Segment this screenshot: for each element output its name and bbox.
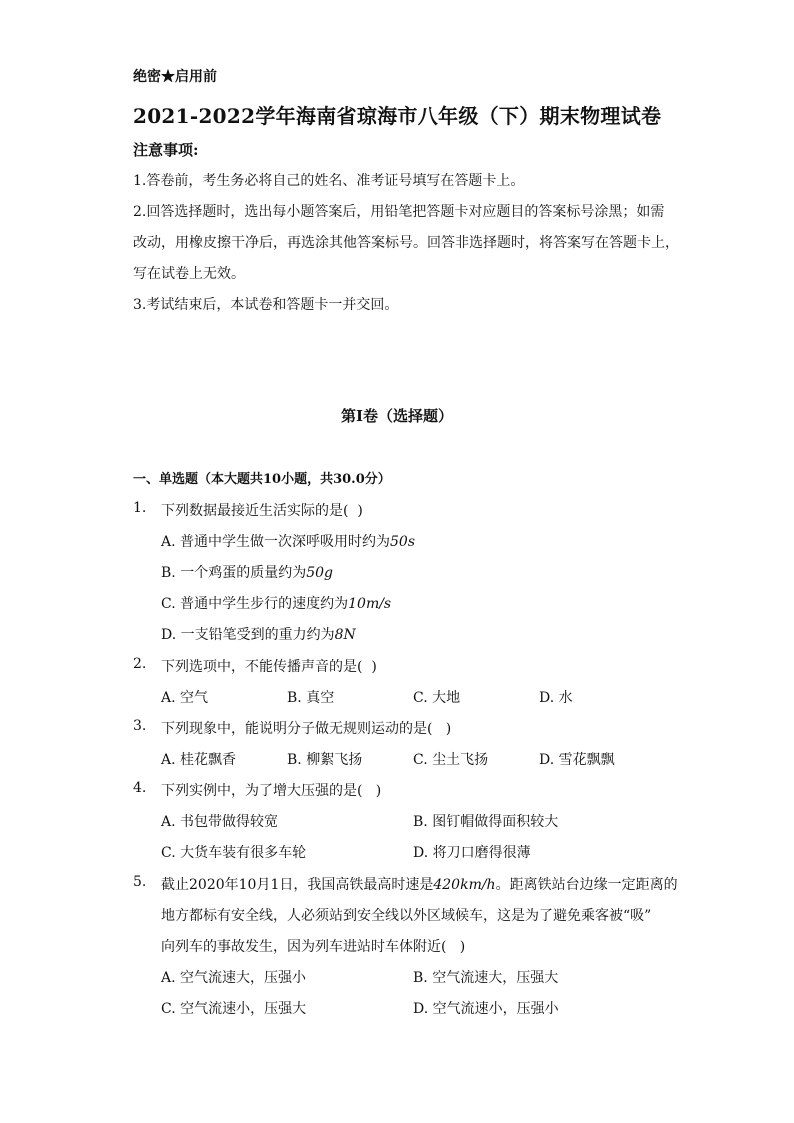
option-text: 普通中学生步行的速度约为	[180, 596, 349, 612]
option-text: 柳絮飞扬	[306, 752, 363, 768]
question-stem-line: 地方都标有安全线，人必须站到安全线以外区域候车，这是为了避免乘客被“吸”	[161, 908, 652, 924]
option-text: 空气流速大，压强小	[180, 970, 307, 986]
option	[161, 998, 306, 1018]
option-letter: C.	[413, 690, 428, 706]
option-letter: A.	[161, 534, 176, 550]
option-math: 50g	[306, 565, 333, 581]
option-text: 水	[558, 690, 573, 706]
option	[161, 531, 415, 551]
option-letter: B.	[413, 970, 428, 986]
option	[413, 998, 559, 1018]
option	[161, 593, 391, 613]
option	[161, 624, 356, 644]
option	[161, 811, 278, 831]
option-text: 空气流速大，压强大	[432, 970, 559, 986]
option	[161, 562, 333, 582]
option	[539, 749, 615, 769]
option-text: 图钉帽做得面积较大	[432, 814, 559, 830]
option-letter: C.	[161, 596, 176, 612]
question-stem: 下列现象中，能说明分子做无规则运动的是( )	[161, 721, 452, 737]
question-stem: 下列选项中，不能传播声音的是( )	[161, 659, 377, 675]
option-text: 大地	[432, 690, 461, 706]
secret-mark: 绝密★启用前	[133, 69, 217, 85]
option	[161, 687, 208, 707]
option-text: 一支铅笔受到的重力约为	[180, 627, 335, 643]
stem-math: 420km/h	[433, 877, 496, 893]
option-text: 空气流速小，压强大	[180, 1001, 307, 1017]
option-letter: D.	[161, 627, 177, 643]
question-stem-line: 向列车的事故发生，因为列车进站时车体附近( )	[161, 939, 466, 955]
option-letter: A.	[161, 970, 176, 986]
question-number: 3.	[133, 718, 147, 734]
option-letter: A.	[161, 814, 176, 830]
option-math: 8N	[334, 627, 356, 643]
option	[539, 687, 573, 707]
option-text: 普通中学生做一次深呼吸用时约为	[180, 534, 391, 550]
option-letter: B.	[287, 752, 302, 768]
question-number: 2.	[133, 656, 147, 672]
option	[413, 811, 558, 831]
option-letter: C.	[161, 845, 176, 861]
option-math: 50s	[390, 534, 416, 550]
option-text: 一个鸡蛋的质量约为	[180, 565, 307, 581]
option	[413, 842, 531, 862]
question-stem: 下列实例中，为了增大压强的是( )	[161, 783, 382, 799]
option	[161, 967, 306, 987]
option	[413, 749, 488, 769]
option-text: 将刀口磨得很薄	[432, 845, 531, 861]
question-stem-line	[161, 874, 678, 894]
page-title: 2021-2022学年海南省琼海市八年级（下）期末物理试卷	[133, 104, 662, 128]
option-letter: A.	[161, 752, 176, 768]
option-text: 尘土飞扬	[432, 752, 489, 768]
option-text: 雪花飘飘	[558, 752, 615, 768]
option-letter: B.	[161, 565, 176, 581]
question-number: 4.	[133, 780, 147, 796]
option	[413, 967, 558, 987]
option-letter: D.	[539, 690, 555, 706]
question-number: 5.	[133, 874, 147, 890]
option	[413, 687, 460, 707]
option	[287, 749, 362, 769]
option-text: 大货车装有很多车轮	[180, 845, 307, 861]
question-number: 1.	[133, 500, 147, 516]
stem-text: 截止2020年10月1日，我国高铁最高时速是	[161, 877, 434, 893]
notice-heading: 注意事项:	[133, 141, 199, 159]
option-text: 空气流速小，压强小	[432, 1001, 559, 1017]
notice-line: 1.答卷前，考生务必将自己的姓名、准考证号填写在答题卡上。	[133, 173, 525, 189]
option-text: 书包带做得较宽	[180, 814, 279, 830]
notice-line: 改动，用橡皮擦干净后，再选涂其他答案标号。回答非选择题时，将答案写在答题卡上，	[133, 235, 679, 251]
option-letter: B.	[287, 690, 302, 706]
stem-text: 。距离铁站台边缘一定距离的	[495, 877, 678, 893]
option-letter: C.	[161, 1001, 176, 1017]
option-letter: A.	[161, 690, 176, 706]
section-title: 第I卷（选择题）	[340, 407, 454, 425]
option	[287, 687, 334, 707]
option-letter: D.	[413, 845, 429, 861]
notice-line: 3.考试结束后，本试卷和答题卡一并交回。	[133, 297, 399, 313]
option-letter: C.	[413, 752, 428, 768]
option-text: 空气	[180, 690, 209, 706]
option	[161, 749, 236, 769]
option-letter: D.	[539, 752, 555, 768]
option-text: 真空	[306, 690, 335, 706]
option-math: 10m/s	[348, 596, 392, 612]
notice-line: 2.回答选择题时，选出每小题答案后，用铅笔把答题卡对应题目的答案标号涂黑；如需	[133, 204, 665, 220]
option-letter: D.	[413, 1001, 429, 1017]
part-heading: 一、单选题（本大题共10小题，共30.0分）	[133, 472, 391, 487]
option-letter: B.	[413, 814, 428, 830]
option	[161, 842, 306, 862]
notice-line: 写在试卷上无效。	[133, 266, 245, 282]
option-text: 桂花飘香	[180, 752, 237, 768]
question-stem: 下列数据最接近生活实际的是( )	[161, 503, 363, 519]
